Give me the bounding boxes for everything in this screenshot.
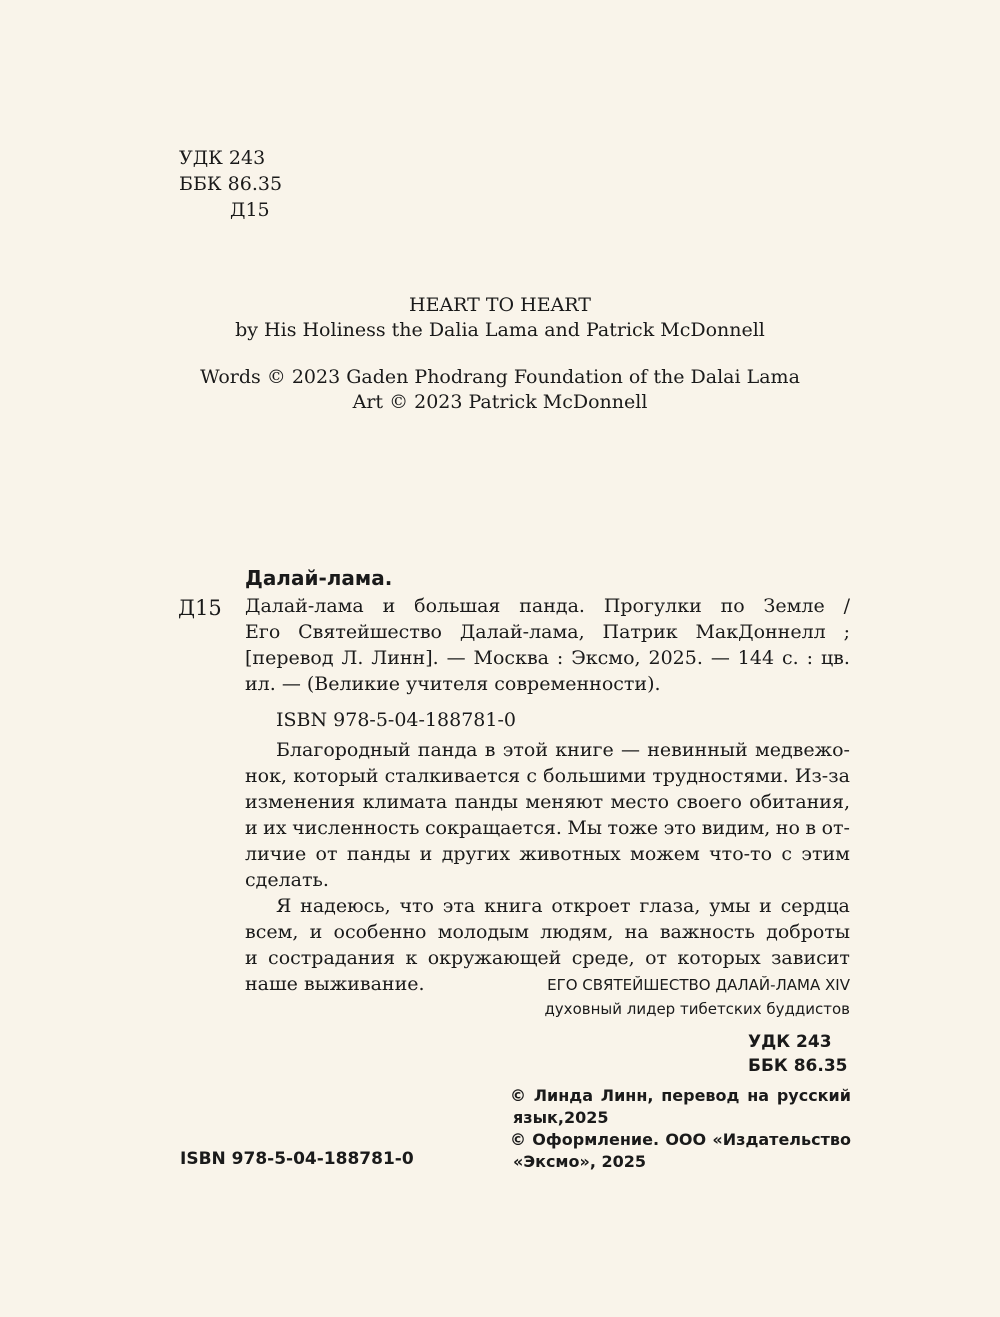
word: большими xyxy=(543,765,647,787)
word: 2025. xyxy=(648,647,703,669)
word: панды xyxy=(346,843,411,865)
annotation-signature xyxy=(544,976,850,1024)
word: людям, xyxy=(540,921,614,943)
isbn-bottom: ISBN 978-5-04-188781-0 xyxy=(180,1149,414,1169)
word: умы xyxy=(709,895,751,917)
word: к xyxy=(405,947,418,969)
word: всем, xyxy=(245,921,299,943)
word: большая xyxy=(414,595,501,617)
design-copyright xyxy=(510,1130,851,1152)
word: тоже xyxy=(607,817,659,839)
word: невинный xyxy=(647,739,748,761)
word: панда xyxy=(417,739,478,761)
description-line xyxy=(245,594,850,620)
word: ; xyxy=(843,621,850,643)
word: сталкивается xyxy=(384,765,521,787)
word: видим, xyxy=(701,817,771,839)
word: трудностями. xyxy=(652,765,789,787)
word: сокращается. xyxy=(425,817,562,839)
copyright-block xyxy=(510,1086,851,1174)
words-copyright: Words © 2023 Gaden Phodrang Foundation of the Dalai Lama xyxy=(200,366,800,388)
catalog-code: Д15 xyxy=(178,596,222,620)
word: на xyxy=(747,1086,770,1105)
word: Святейшество xyxy=(298,621,442,643)
word: ООО xyxy=(665,1130,707,1149)
word: Л. xyxy=(341,647,364,669)
word: © xyxy=(510,1086,526,1105)
word: панда. xyxy=(519,595,585,617)
annotation-line xyxy=(245,764,850,790)
word: и xyxy=(759,895,772,917)
annotation-line: наше выживание. xyxy=(245,973,425,995)
word: надеюсь, xyxy=(300,895,391,917)
word: Мы xyxy=(567,817,602,839)
word: что xyxy=(399,895,434,917)
word: этой xyxy=(502,739,549,761)
word: личие xyxy=(245,843,307,865)
word: важность xyxy=(659,921,755,943)
word: Его xyxy=(245,621,281,643)
udk-code-bottom: УДК 243 xyxy=(748,1032,832,1052)
bbk-code: ББК 86.35 xyxy=(179,173,283,195)
word: и xyxy=(245,817,258,839)
word: и xyxy=(382,595,396,617)
annotation-line xyxy=(245,738,850,764)
word: обитания, xyxy=(749,791,850,813)
word: по xyxy=(720,595,745,617)
word: медвежо- xyxy=(754,739,850,761)
word: Патрик xyxy=(602,621,678,643)
word: особенно xyxy=(333,921,427,943)
word: Линда xyxy=(533,1086,594,1105)
word: Я xyxy=(276,895,292,917)
word: глаза, xyxy=(639,895,701,917)
word: панды xyxy=(454,791,519,813)
word: с. xyxy=(781,647,799,669)
word: цв. xyxy=(820,647,850,669)
word: книга xyxy=(484,895,543,917)
word: сострадания xyxy=(268,947,396,969)
word: Москва xyxy=(473,647,549,669)
word: окружающей xyxy=(427,947,562,969)
annotation xyxy=(245,738,850,998)
word: — xyxy=(710,647,730,669)
word: — xyxy=(446,647,466,669)
design-copyright-cont: «Эксмо», 2025 xyxy=(513,1152,647,1171)
word: МакДоннелл xyxy=(695,621,826,643)
word: © xyxy=(510,1130,526,1149)
word: которых xyxy=(677,947,761,969)
word: [перевод xyxy=(245,647,334,669)
word: : xyxy=(806,647,814,669)
word: который xyxy=(293,765,379,787)
word: меняют xyxy=(525,791,604,813)
word: от xyxy=(645,947,668,969)
word: что-то xyxy=(709,843,773,865)
annotation-line xyxy=(245,816,850,842)
word: откроет xyxy=(551,895,631,917)
word: Линн, xyxy=(600,1086,654,1105)
classification-bottom xyxy=(748,1032,848,1080)
word: «Издательство xyxy=(712,1130,851,1149)
word: молодым xyxy=(437,921,530,943)
word: Прогулки xyxy=(603,595,702,617)
original-edition-block xyxy=(0,293,1000,415)
description-line xyxy=(245,620,850,646)
word: и xyxy=(419,843,433,865)
word: Линн]. xyxy=(371,647,439,669)
annotation-line xyxy=(245,894,850,920)
word: с xyxy=(526,765,537,787)
word: Земле xyxy=(763,595,825,617)
description-line: ил. — (Великие учителя современности). xyxy=(245,673,661,695)
author-mark-code: Д15 xyxy=(230,199,270,221)
classification-top xyxy=(179,146,282,224)
word: место xyxy=(610,791,670,813)
word: нок, xyxy=(245,765,288,787)
annotation-line xyxy=(245,842,850,868)
annotation-line: сделать. xyxy=(245,869,329,891)
word: Далай-лама, xyxy=(459,621,585,643)
word: своего xyxy=(676,791,742,813)
original-title: HEART TO HEART xyxy=(409,294,591,316)
translation-copyright xyxy=(510,1086,851,1108)
word: / xyxy=(843,595,850,617)
catalog-description xyxy=(245,594,850,698)
word: от- xyxy=(821,817,850,839)
catalog-isbn: ISBN 978-5-04-188781-0 xyxy=(276,709,516,731)
word: и xyxy=(245,947,258,969)
word: эта xyxy=(442,895,476,917)
word: : xyxy=(556,647,564,669)
annotation-line xyxy=(245,920,850,946)
word: в xyxy=(484,739,496,761)
annotation-line xyxy=(245,946,850,972)
word: 144 xyxy=(737,647,775,669)
word: перевод xyxy=(661,1086,740,1105)
word: на xyxy=(624,921,649,943)
word: Благородный xyxy=(276,739,411,761)
description-line xyxy=(245,646,850,672)
word: от xyxy=(315,843,338,865)
original-by-line: by His Holiness the Dalia Lama and Patrick McDonnell xyxy=(235,319,765,341)
word: Из-за xyxy=(794,765,850,787)
word: сердца xyxy=(780,895,850,917)
word: изменения xyxy=(245,791,356,813)
word: других xyxy=(441,843,511,865)
signature-title: духовный лидер тибетских буддистов xyxy=(544,1000,850,1018)
word: в xyxy=(805,817,817,839)
word: Оформление. xyxy=(532,1130,660,1149)
word: но xyxy=(775,817,800,839)
word: с xyxy=(781,843,793,865)
word: среде, xyxy=(571,947,635,969)
signature-name: ЕГО СВЯТЕЙШЕСТВО ДАЛАЙ-ЛАМА XIV xyxy=(547,976,850,994)
word: численность xyxy=(292,817,420,839)
art-copyright: Art © 2023 Patrick McDonnell xyxy=(352,391,648,413)
word: зависит xyxy=(771,947,850,969)
word: животных xyxy=(519,843,621,865)
udk-code: УДК 243 xyxy=(179,147,266,169)
word: это xyxy=(663,817,697,839)
word: можем xyxy=(630,843,700,865)
word: русский xyxy=(776,1086,851,1105)
translation-copyright-cont: язык,2025 xyxy=(513,1108,609,1127)
word: Эксмо, xyxy=(571,647,641,669)
catalog-author-heading: Далай-лама. xyxy=(245,566,393,590)
bbk-code-bottom: ББК 86.35 xyxy=(748,1056,848,1076)
word: Далай-лама xyxy=(245,595,364,617)
word: и xyxy=(309,921,323,943)
word: доброты xyxy=(766,921,850,943)
word: их xyxy=(263,817,287,839)
word: климата xyxy=(362,791,448,813)
annotation-line xyxy=(245,790,850,816)
word: этим xyxy=(801,843,850,865)
word: — xyxy=(620,739,640,761)
word: книге xyxy=(555,739,614,761)
